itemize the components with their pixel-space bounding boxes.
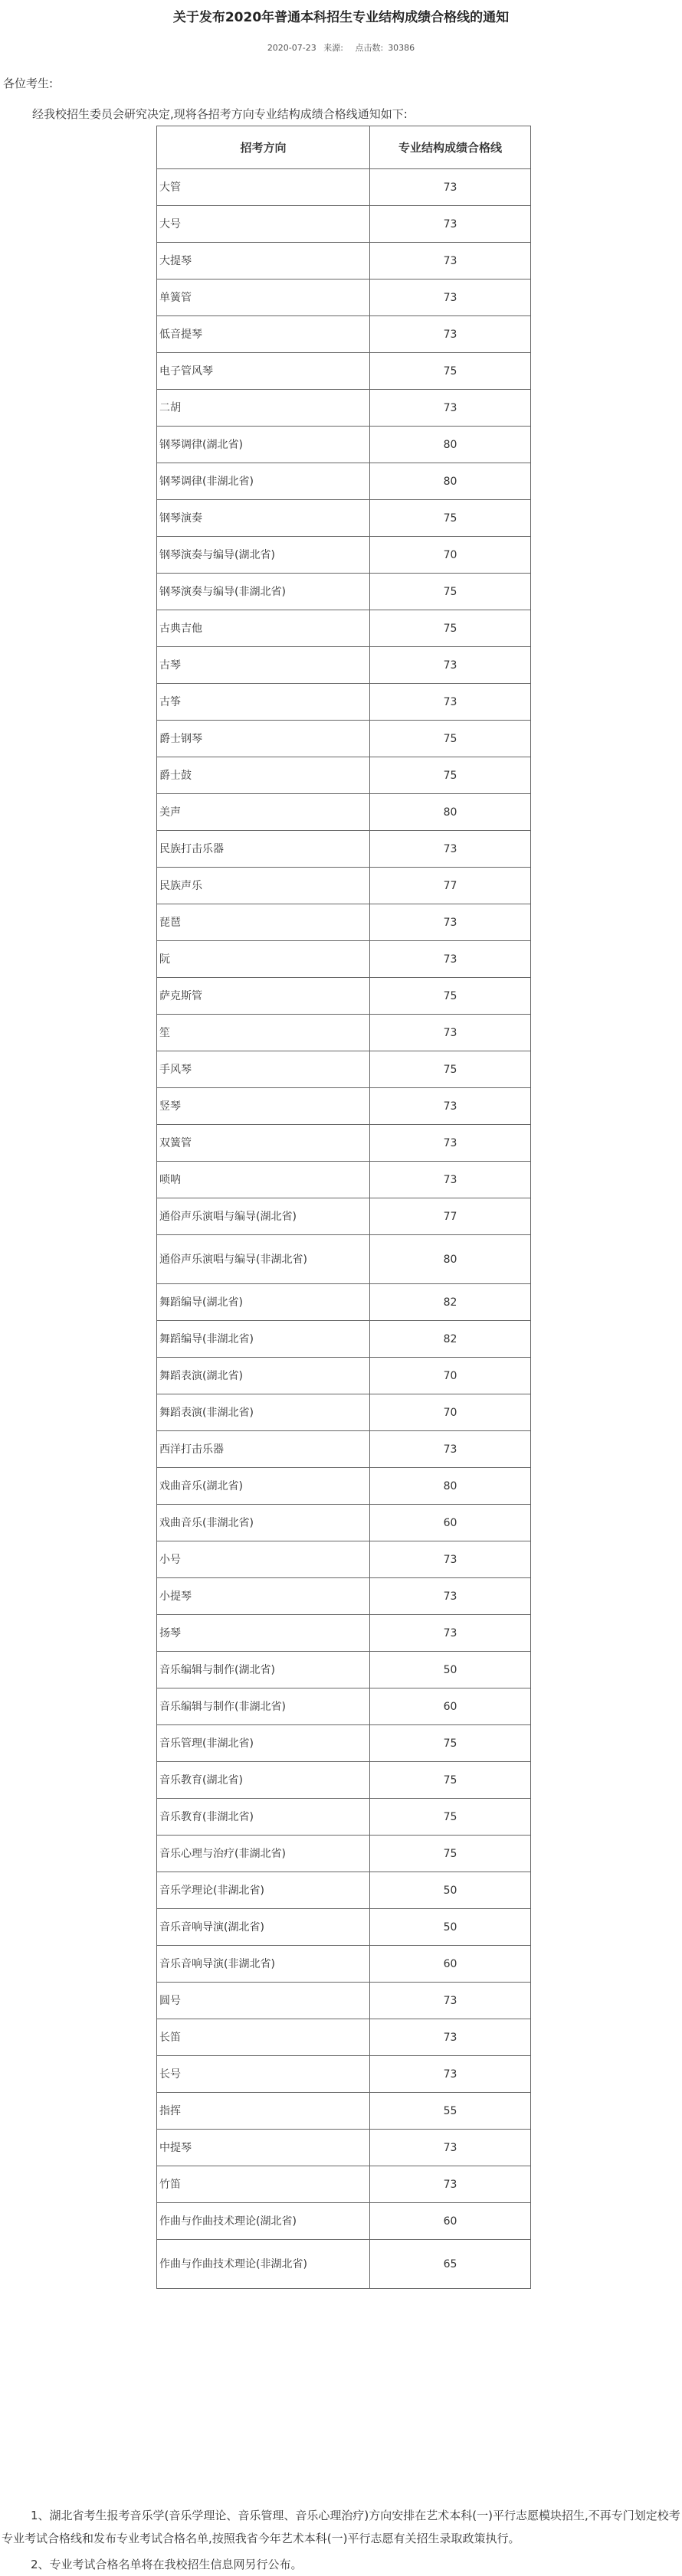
direction-cell: 琵琶	[157, 904, 370, 941]
direction-cell: 音乐编辑与制作(非湖北省)	[157, 1688, 370, 1725]
table-row	[157, 868, 531, 904]
score-cell: 73	[370, 206, 531, 243]
table-row	[157, 978, 531, 1015]
table-row	[157, 1162, 531, 1198]
score-cell: 80	[370, 1235, 531, 1284]
score-cell: 50	[370, 1909, 531, 1946]
direction-cell: 圆号	[157, 1983, 370, 2019]
direction-cell: 音乐教育(湖北省)	[157, 1762, 370, 1799]
table-body	[157, 169, 531, 2289]
score-table	[156, 126, 531, 2289]
score-cell: 73	[370, 1125, 531, 1162]
table-row	[157, 1394, 531, 1431]
table-row	[157, 1872, 531, 1909]
direction-cell: 中提琴	[157, 2130, 370, 2166]
table-row	[157, 1688, 531, 1725]
table-row	[157, 1431, 531, 1468]
score-cell: 73	[370, 1431, 531, 1468]
direction-cell: 钢琴演奏与编导(湖北省)	[157, 537, 370, 574]
direction-cell: 音乐教育(非湖北省)	[157, 1799, 370, 1836]
direction-cell: 电子管风琴	[157, 353, 370, 390]
score-cell: 73	[370, 1015, 531, 1051]
clicks-label: 点击数:	[355, 43, 384, 53]
direction-cell: 音乐编辑与制作(湖北省)	[157, 1652, 370, 1688]
score-cell: 60	[370, 1688, 531, 1725]
direction-cell: 爵士钢琴	[157, 721, 370, 757]
score-cell: 80	[370, 1468, 531, 1505]
table-row	[157, 941, 531, 978]
table-row	[157, 1468, 531, 1505]
direction-cell: 舞蹈编导(非湖北省)	[157, 1321, 370, 1358]
direction-cell: 大提琴	[157, 243, 370, 280]
table-row	[157, 390, 531, 427]
direction-cell: 作曲与作曲技术理论(湖北省)	[157, 2203, 370, 2240]
direction-cell: 笙	[157, 1015, 370, 1051]
table-header-row	[157, 126, 531, 169]
score-cell: 80	[370, 794, 531, 831]
score-cell: 70	[370, 1394, 531, 1431]
direction-cell: 竹笛	[157, 2166, 370, 2203]
score-cell: 77	[370, 1198, 531, 1235]
table-row	[157, 537, 531, 574]
score-cell: 75	[370, 1762, 531, 1799]
header-score: 专业结构成绩合格线	[370, 126, 531, 169]
score-cell: 80	[370, 427, 531, 463]
score-cell: 73	[370, 1162, 531, 1198]
score-cell: 82	[370, 1321, 531, 1358]
score-cell: 73	[370, 2130, 531, 2166]
direction-cell: 作曲与作曲技术理论(非湖北省)	[157, 2240, 370, 2289]
direction-cell: 萨克斯管	[157, 978, 370, 1015]
score-cell: 73	[370, 2166, 531, 2203]
score-cell: 75	[370, 574, 531, 610]
table-row	[157, 1652, 531, 1688]
table-row	[157, 1051, 531, 1088]
score-cell: 73	[370, 316, 531, 353]
table-row	[157, 794, 531, 831]
table-row	[157, 1321, 531, 1358]
direction-cell: 音乐学理论(非湖北省)	[157, 1872, 370, 1909]
direction-cell: 钢琴调律(非湖北省)	[157, 463, 370, 500]
direction-cell: 音乐管理(非湖北省)	[157, 1725, 370, 1762]
score-cell: 73	[370, 390, 531, 427]
direction-cell: 舞蹈编导(湖北省)	[157, 1284, 370, 1321]
table-row	[157, 169, 531, 206]
direction-cell: 通俗声乐演唱与编导(湖北省)	[157, 1198, 370, 1235]
score-cell: 75	[370, 1799, 531, 1836]
direction-cell: 小提琴	[157, 1578, 370, 1615]
direction-cell: 西洋打击乐器	[157, 1431, 370, 1468]
direction-cell: 扬琴	[157, 1615, 370, 1652]
table-row	[157, 2019, 531, 2056]
score-cell: 73	[370, 941, 531, 978]
score-cell: 60	[370, 1946, 531, 1983]
direction-cell: 长笛	[157, 2019, 370, 2056]
table-row	[157, 1505, 531, 1541]
score-cell: 73	[370, 169, 531, 206]
table-row	[157, 280, 531, 316]
table-row	[157, 1578, 531, 1615]
table-row	[157, 2130, 531, 2166]
score-cell: 75	[370, 353, 531, 390]
score-cell: 73	[370, 1541, 531, 1578]
score-cell: 73	[370, 280, 531, 316]
table-row	[157, 610, 531, 647]
score-cell: 82	[370, 1284, 531, 1321]
direction-cell: 大管	[157, 169, 370, 206]
direction-cell: 钢琴演奏与编导(非湖北省)	[157, 574, 370, 610]
direction-cell: 小号	[157, 1541, 370, 1578]
direction-cell: 阮	[157, 941, 370, 978]
score-cell: 75	[370, 978, 531, 1015]
note-2: 2、专业考试合格名单将在我校招生信息网另行公布。	[31, 2558, 303, 2571]
table-row	[157, 1284, 531, 1321]
direction-cell: 音乐音响导演(湖北省)	[157, 1909, 370, 1946]
table-row	[157, 2203, 531, 2240]
score-cell: 77	[370, 868, 531, 904]
score-cell: 55	[370, 2093, 531, 2130]
direction-cell: 音乐音响导演(非湖北省)	[157, 1946, 370, 1983]
direction-cell: 指挥	[157, 2093, 370, 2130]
direction-cell: 民族声乐	[157, 868, 370, 904]
greeting: 各位考生:	[3, 77, 54, 90]
table-row	[157, 574, 531, 610]
table-row	[157, 1799, 531, 1836]
direction-cell: 古琴	[157, 647, 370, 684]
header-direction: 招考方向	[157, 126, 370, 169]
direction-cell: 双簧管	[157, 1125, 370, 1162]
table-row	[157, 1541, 531, 1578]
direction-cell: 唢呐	[157, 1162, 370, 1198]
direction-cell: 低音提琴	[157, 316, 370, 353]
direction-cell: 手风琴	[157, 1051, 370, 1088]
direction-cell: 二胡	[157, 390, 370, 427]
score-cell: 65	[370, 2240, 531, 2289]
score-cell: 73	[370, 1088, 531, 1125]
table-row	[157, 721, 531, 757]
direction-cell: 大号	[157, 206, 370, 243]
direction-cell: 爵士鼓	[157, 757, 370, 794]
intro-paragraph: 经我校招生委员会研究决定,现将各招考方向专业结构成绩合格线通知如下:	[32, 107, 408, 121]
score-cell: 73	[370, 684, 531, 721]
table-row	[157, 757, 531, 794]
table-row	[157, 243, 531, 280]
score-cell: 75	[370, 757, 531, 794]
page-title: 关于发布2020年普通本科招生专业结构成绩合格线的通知	[172, 10, 510, 25]
score-cell: 60	[370, 1505, 531, 1541]
score-cell: 73	[370, 647, 531, 684]
table-row	[157, 1762, 531, 1799]
table-row	[157, 1946, 531, 1983]
direction-cell: 戏曲音乐(湖北省)	[157, 1468, 370, 1505]
table-row	[157, 2166, 531, 2203]
table-row	[157, 1015, 531, 1051]
table-row	[157, 1983, 531, 2019]
table-row	[157, 1088, 531, 1125]
direction-cell: 美声	[157, 794, 370, 831]
table-row	[157, 1909, 531, 1946]
direction-cell: 钢琴调律(湖北省)	[157, 427, 370, 463]
direction-cell: 音乐心理与治疗(非湖北省)	[157, 1836, 370, 1872]
score-cell: 50	[370, 1652, 531, 1688]
table-row	[157, 1125, 531, 1162]
article-meta	[0, 37, 682, 60]
score-cell: 75	[370, 721, 531, 757]
table-row	[157, 1358, 531, 1394]
score-cell: 73	[370, 243, 531, 280]
clicks-count: 30386	[388, 43, 415, 53]
source-label: 来源:	[323, 43, 343, 53]
direction-cell: 长号	[157, 2056, 370, 2093]
table-row	[157, 647, 531, 684]
direction-cell: 民族打击乐器	[157, 831, 370, 868]
score-cell: 73	[370, 831, 531, 868]
table-row	[157, 904, 531, 941]
score-cell: 60	[370, 2203, 531, 2240]
table-row	[157, 1725, 531, 1762]
score-cell: 80	[370, 463, 531, 500]
table-row	[157, 2056, 531, 2093]
table-row	[157, 206, 531, 243]
direction-cell: 舞蹈表演(湖北省)	[157, 1358, 370, 1394]
direction-cell: 钢琴演奏	[157, 500, 370, 537]
score-cell: 73	[370, 904, 531, 941]
score-cell: 75	[370, 610, 531, 647]
direction-cell: 舞蹈表演(非湖北省)	[157, 1394, 370, 1431]
table-row	[157, 1198, 531, 1235]
score-cell: 73	[370, 2019, 531, 2056]
table-row	[157, 831, 531, 868]
table-row	[157, 684, 531, 721]
score-cell: 70	[370, 537, 531, 574]
score-cell: 75	[370, 1725, 531, 1762]
direction-cell: 古典吉他	[157, 610, 370, 647]
table-row	[157, 353, 531, 390]
score-cell: 50	[370, 1872, 531, 1909]
note-1: 1、湖北省考生报考音乐学(音乐学理论、音乐管理、音乐心理治疗)方向安排在艺术本科(一)平行志愿模块招生,不再专门划定校考专业考试合格线和发布专业考试合格名单,按照我省今年艺术本科(一)平行志愿有关招生录取政策执行。	[2, 2509, 680, 2545]
table-row	[157, 463, 531, 500]
score-cell: 75	[370, 500, 531, 537]
score-cell: 73	[370, 1983, 531, 2019]
table-row	[157, 1836, 531, 1872]
score-cell: 75	[370, 1051, 531, 1088]
direction-cell: 戏曲音乐(非湖北省)	[157, 1505, 370, 1541]
score-cell: 75	[370, 1836, 531, 1872]
table-row	[157, 427, 531, 463]
table-row	[157, 2240, 531, 2289]
direction-cell: 古筝	[157, 684, 370, 721]
table-row	[157, 1615, 531, 1652]
direction-cell: 竖琴	[157, 1088, 370, 1125]
publish-date: 2020-07-23	[267, 43, 316, 53]
table-row	[157, 1235, 531, 1284]
score-cell: 73	[370, 2056, 531, 2093]
table-row	[157, 500, 531, 537]
table-row	[157, 2093, 531, 2130]
score-cell: 70	[370, 1358, 531, 1394]
score-cell: 73	[370, 1578, 531, 1615]
score-cell: 73	[370, 1615, 531, 1652]
table-row	[157, 316, 531, 353]
direction-cell: 通俗声乐演唱与编导(非湖北省)	[157, 1235, 370, 1284]
direction-cell: 单簧管	[157, 280, 370, 316]
